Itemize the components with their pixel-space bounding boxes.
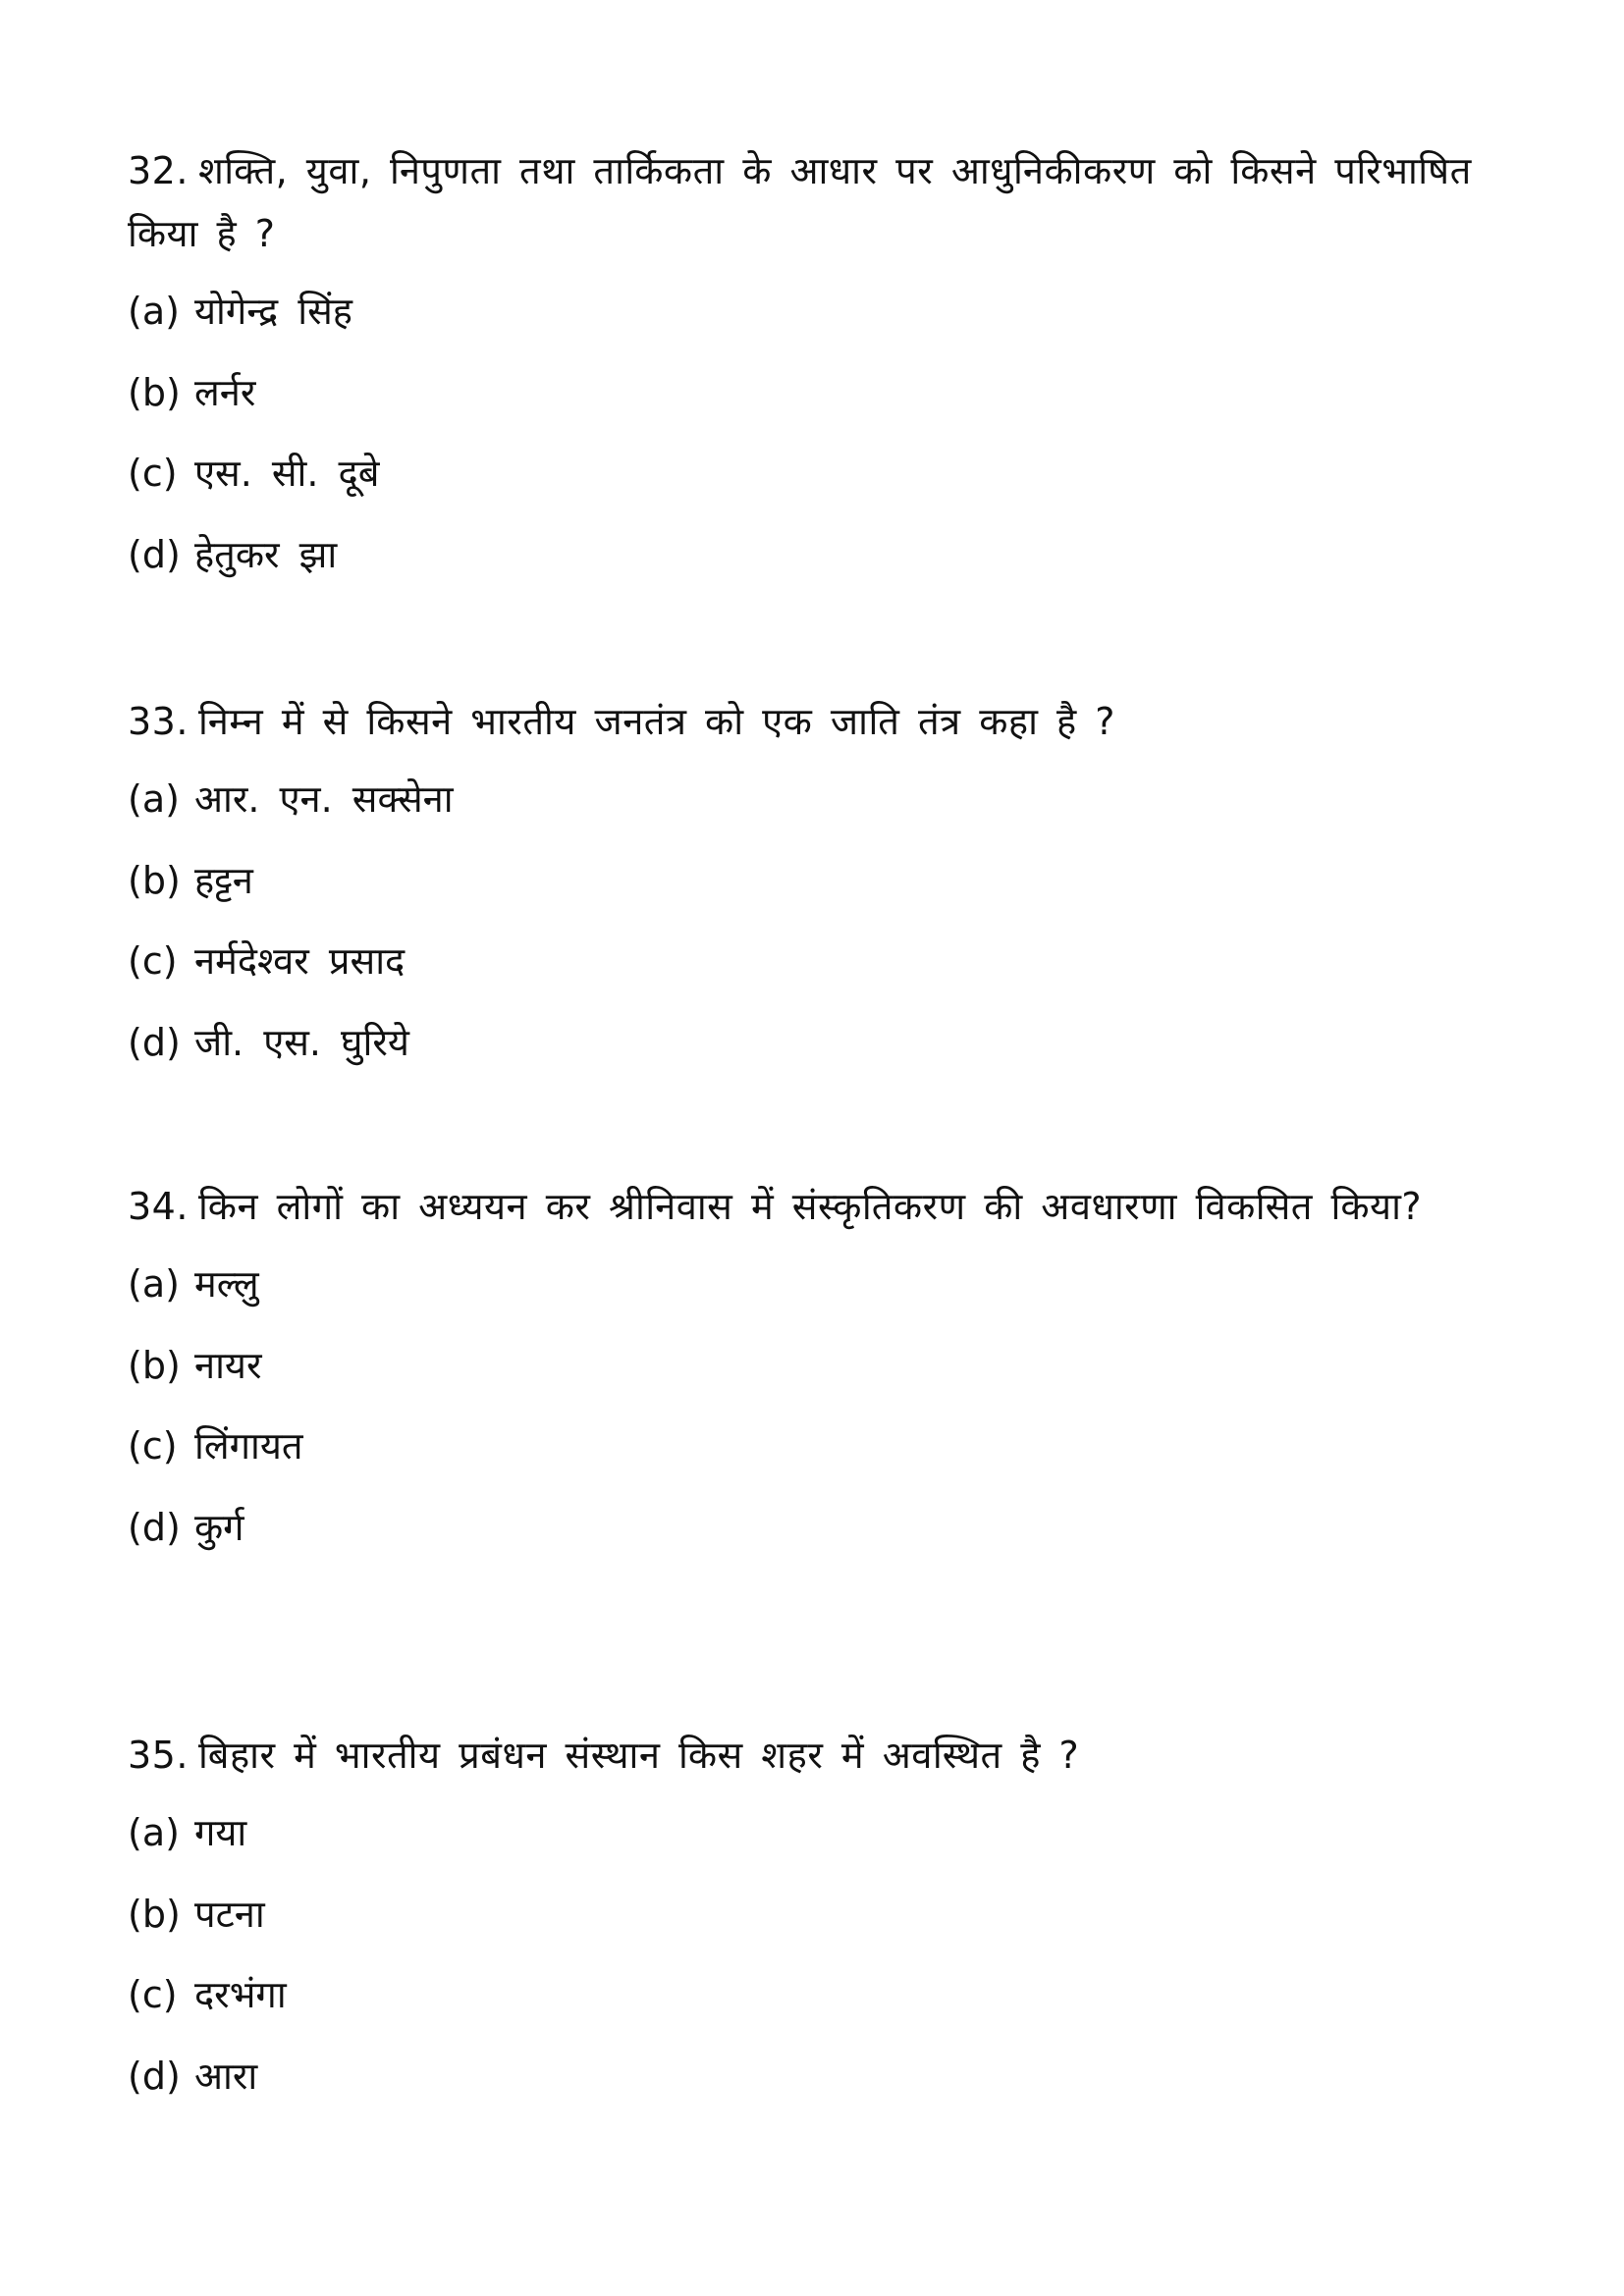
option-a	[128, 759, 1502, 840]
question-text	[128, 690, 1502, 753]
option-text: योगेन्द्र सिंह	[194, 290, 352, 333]
option-label: (c)	[128, 452, 178, 495]
option-label: (c)	[128, 1424, 178, 1468]
option-text: नायर	[194, 1343, 262, 1387]
option-text: आर. एन. सक्सेना	[194, 777, 454, 821]
option-label: (b)	[128, 1892, 181, 1936]
option-b	[128, 840, 1502, 922]
option-d	[128, 1002, 1502, 1084]
question-33	[128, 690, 1502, 1083]
question-32	[128, 139, 1502, 595]
option-text: हेतुकर झा	[194, 532, 338, 576]
question-text	[128, 1175, 1502, 1238]
option-d	[128, 514, 1502, 596]
question-35	[128, 1724, 1502, 2116]
option-label: (d)	[128, 1020, 181, 1064]
option-text: हट्टन	[194, 858, 253, 902]
option-text: आरा	[194, 2054, 258, 2098]
option-label: (a)	[128, 290, 180, 333]
option-text: लिंगायत	[194, 1424, 303, 1468]
option-label: (c)	[128, 1973, 178, 2016]
option-text: कुर्ग	[194, 1505, 244, 1549]
options-list	[128, 271, 1502, 595]
option-a	[128, 271, 1502, 352]
option-label: (b)	[128, 370, 181, 414]
option-label: (a)	[128, 777, 180, 821]
options-list	[128, 759, 1502, 1083]
option-c	[128, 1954, 1502, 2036]
options-list	[128, 1792, 1502, 2116]
option-label: (d)	[128, 2054, 181, 2098]
option-b	[128, 352, 1502, 434]
option-c	[128, 1406, 1502, 1487]
option-text: एस. सी. दूबे	[194, 452, 380, 495]
options-list	[128, 1244, 1502, 1568]
option-label: (d)	[128, 1505, 181, 1549]
question-number: 32.	[128, 149, 189, 192]
option-label: (b)	[128, 858, 181, 902]
option-b	[128, 1325, 1502, 1407]
option-label: (b)	[128, 1343, 181, 1387]
question-body: बिहार में भारतीय प्रबंधन संस्थान किस शहर में अवस्थित है ?	[197, 1734, 1080, 1777]
option-d	[128, 1487, 1502, 1569]
option-label: (d)	[128, 532, 181, 576]
option-c	[128, 433, 1502, 514]
option-a	[128, 1792, 1502, 1874]
question-number: 34.	[128, 1185, 189, 1228]
option-c	[128, 921, 1502, 1002]
question-text	[128, 1724, 1502, 1787]
question-body: निम्न में से किसने भारतीय जनतंत्र को एक जाति तंत्र कहा है ?	[197, 700, 1115, 743]
question-34	[128, 1175, 1502, 1568]
option-text: गया	[194, 1811, 247, 1854]
option-text: जी. एस. घुरिये	[194, 1020, 409, 1064]
option-text: पटना	[194, 1892, 265, 1936]
option-text: दरभंगा	[194, 1973, 287, 2016]
option-d	[128, 2036, 1502, 2117]
question-body: शक्ति, युवा, निपुणता तथा तार्किकता के आधार पर आधुनिकीकरण को किसने परिभाषित किया है ?	[128, 149, 1472, 255]
question-text	[128, 139, 1502, 265]
question-number: 35.	[128, 1734, 189, 1777]
option-label: (a)	[128, 1811, 180, 1854]
option-text: लर्नर	[194, 370, 256, 414]
option-label: (a)	[128, 1262, 180, 1306]
option-text: नर्मदेश्वर प्रसाद	[194, 939, 406, 983]
question-number: 33.	[128, 700, 189, 743]
option-a	[128, 1244, 1502, 1325]
option-b	[128, 1874, 1502, 1955]
option-text: मल्लु	[194, 1262, 259, 1306]
option-label: (c)	[128, 939, 178, 983]
question-body: किन लोगों का अध्ययन कर श्रीनिवास में संस्कृतिकरण की अवधारणा विकसित किया?	[197, 1185, 1423, 1228]
